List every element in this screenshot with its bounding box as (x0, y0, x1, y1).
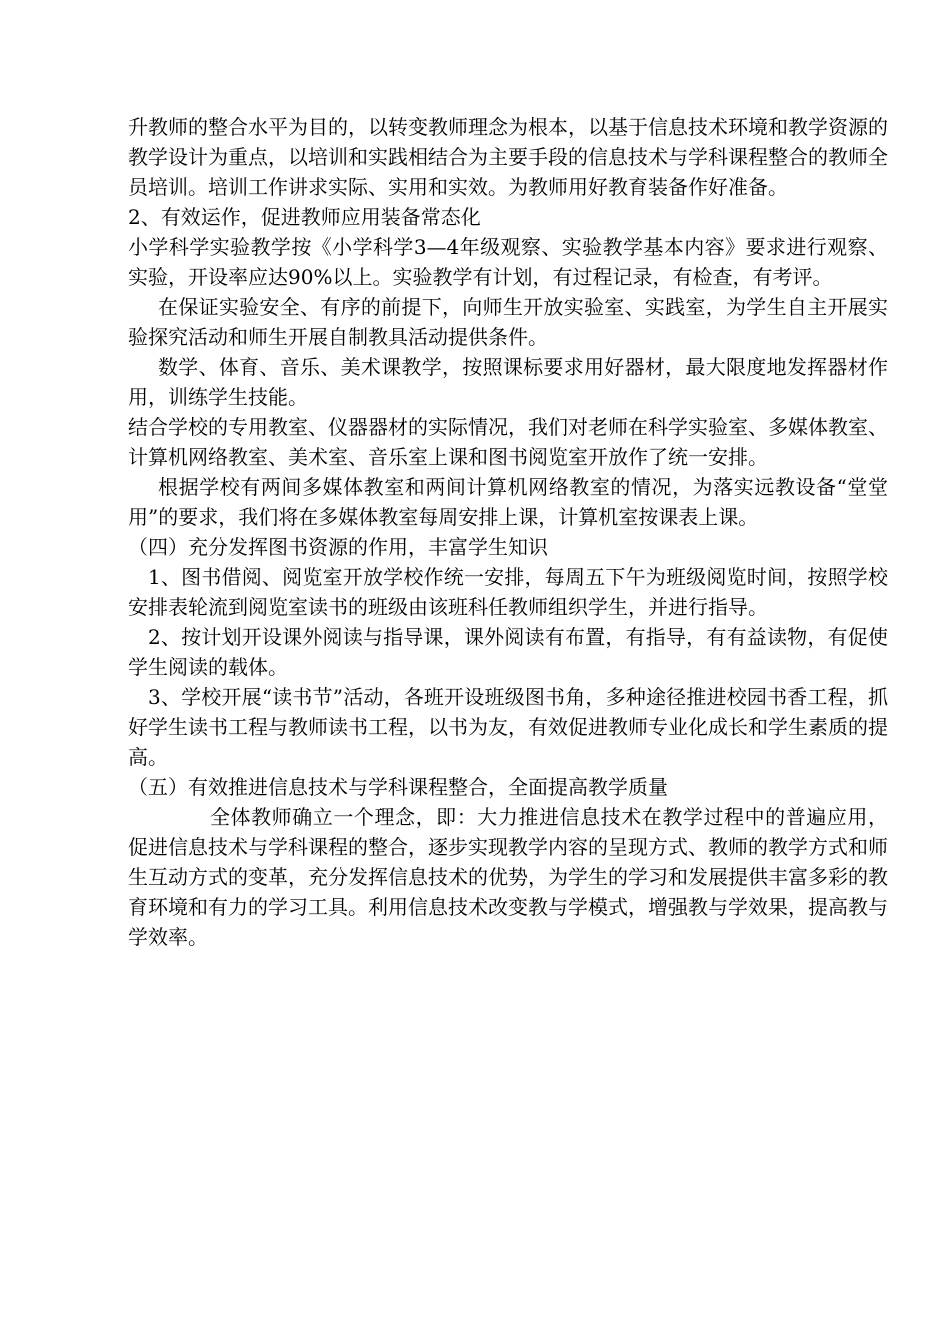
section-heading-2: 2、有效运作，促进教师应用装备常态化 (128, 205, 481, 229)
paragraph-science-experiments: 小学科学实验教学按《小学科学3—4年级观察、实验教学基本内容》要求进行观察、实验，开设率应达90%以上。实验教学有计划，有过程记录，有检查，有考评。 (128, 235, 888, 289)
section-heading-5: （五）有效推进信息技术与学科课程整合，全面提高教学质量 (128, 775, 668, 799)
section-heading-4: （四）充分发挥图书资源的作用，丰富学生知识 (128, 535, 548, 559)
paragraph-library-reading: 1、图书借阅、阅览室开放学校作统一安排，每周五下午为班级阅览时间，按照学校安排表轮流到阅览室读书的班级由该班科任教师组织学生，并进行指导。 (128, 565, 888, 619)
paragraph-training-goal: 升教师的整合水平为目的，以转变教师理念为根本，以基于信息技术环境和教学资源的教学设计为重点，以培训和实践相结合为主要手段的信息技术与学科课程整合的教师全员培训。培训工作讲求实际、实用和实效。为教师用好教育装备作好准备。 (128, 115, 888, 199)
paragraph-multimedia-rooms: 根据学校有两间多媒体教室和两间计算机网络教室的情况，为落实远教设备“堂堂用”的要求，我们将在多媒体教室每周安排上课，计算机室按课表上课。 (128, 475, 888, 529)
paragraph-it-integration: 全体教师确立一个理念，即：大力推进信息技术在教学过程中的普遍应用，促进信息技术与学科课程的整合，逐步实现教学内容的呈现方式、教师的教学方式和师生互动方式的变革，充分发挥信息技术的优势，为学生的学习和发展提供丰富多彩的教育环境和有力的学习工具。利用信息技术改变教与学模式，增强教与学效果，提高教与学效率。 (128, 805, 888, 949)
paragraph-reading-festival: 3、学校开展“读书节”活动，各班开设班级图书角，多种途径推进校园书香工程，抓好学生读书工程与教师读书工程，以书为友，有效促进教师专业化成长和学生素质的提高。 (128, 685, 888, 769)
paragraph-classroom-arrangement: 结合学校的专用教室、仪器器材的实际情况，我们对老师在科学实验室、多媒体教室、计算机网络教室、美术室、音乐室上课和图书阅览室开放作了统一安排。 (128, 415, 888, 469)
paragraph-reading-guidance: 2、按计划开设课外阅读与指导课，课外阅读有布置，有指导，有有益读物，有促使学生阅读的载体。 (128, 625, 888, 679)
paragraph-open-labs: 在保证实验安全、有序的前提下，向师生开放实验室、实践室，为学生自主开展实验探究活动和师生开展自制教具活动提供条件。 (128, 295, 888, 349)
paragraph-subject-equipment: 数学、体育、音乐、美术课教学，按照课标要求用好器材，最大限度地发挥器材作用，训练学生技能。 (128, 355, 888, 409)
document-body (128, 112, 888, 952)
